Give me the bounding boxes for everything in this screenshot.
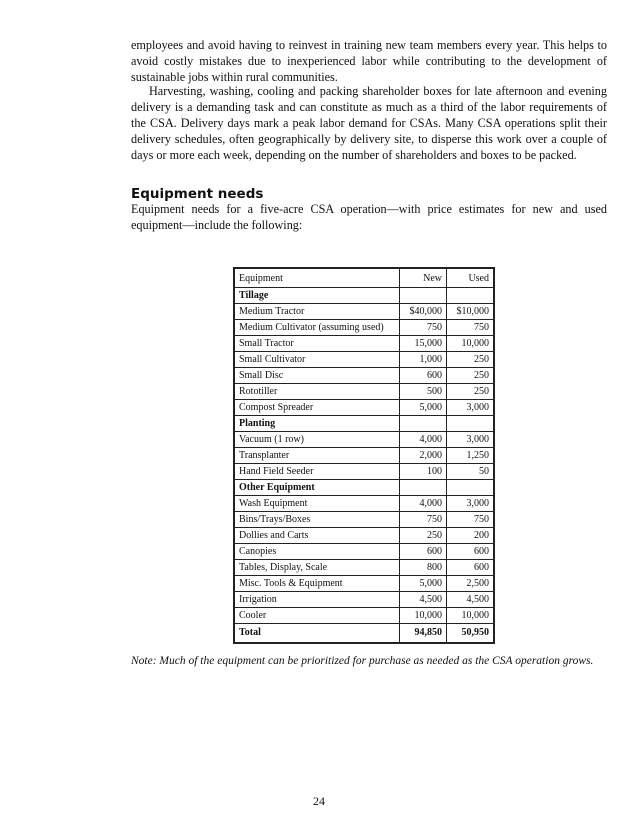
table-row: [234, 448, 494, 464]
cell-used: 750: [447, 320, 495, 336]
cell-equipment: Other Equipment: [234, 480, 400, 496]
header-equipment: Equipment: [234, 268, 400, 288]
table-row: [234, 592, 494, 608]
cell-new: [400, 416, 447, 432]
cell-equipment: Tables, Display, Scale: [234, 560, 400, 576]
paragraph-harvest-delivery: Harvesting, washing, cooling and packing shareholder boxes for late afternoon and evening delivery is a demanding task and can constitute as much as a third of the labor requirements of the CSA. Delivery days mark a peak labor demand for CSAs. Many CSA operations split their delivery schedules, often geographically by delivery site, to disperse this work over a couple of days or more each week, depending on the number of shareholders and boxes to be packed.: [131, 84, 607, 162]
cell-equipment: Medium Tractor: [234, 304, 400, 320]
cell-new: 800: [400, 560, 447, 576]
cell-used: 2,500: [447, 576, 495, 592]
cell-used: 1,250: [447, 448, 495, 464]
cell-equipment: Planting: [234, 416, 400, 432]
cell-used: 600: [447, 560, 495, 576]
cell-used: 600: [447, 544, 495, 560]
cell-equipment: Bins/Trays/Boxes: [234, 512, 400, 528]
cell-new: 4,000: [400, 432, 447, 448]
cell-new: 600: [400, 368, 447, 384]
cell-new: 500: [400, 384, 447, 400]
cell-used: 200: [447, 528, 495, 544]
table-row: [234, 512, 494, 528]
cell-new: $40,000: [400, 304, 447, 320]
table-header-row: [234, 268, 494, 288]
cell-new: 600: [400, 544, 447, 560]
cell-used: 10,000: [447, 608, 495, 624]
cell-equipment: Cooler: [234, 608, 400, 624]
cell-equipment: Vacuum (1 row): [234, 432, 400, 448]
cell-new: [400, 288, 447, 304]
cell-used: 50,950: [447, 624, 495, 644]
cell-new: 5,000: [400, 400, 447, 416]
table-row: [234, 384, 494, 400]
cell-used: 250: [447, 352, 495, 368]
cell-new: 4,500: [400, 592, 447, 608]
equipment-table: [233, 267, 495, 644]
table-row: [234, 352, 494, 368]
table-row: [234, 576, 494, 592]
table-category-row: [234, 480, 494, 496]
table-row: [234, 400, 494, 416]
cell-used: 250: [447, 384, 495, 400]
table-row: [234, 544, 494, 560]
table-row: [234, 496, 494, 512]
cell-used: 3,000: [447, 432, 495, 448]
table-row: [234, 560, 494, 576]
cell-equipment: Total: [234, 624, 400, 644]
section-intro: Equipment needs for a five-acre CSA operation—with price estimates for new and used equipment—include the following:: [131, 202, 607, 232]
cell-new: 250: [400, 528, 447, 544]
header-new: New: [400, 268, 447, 288]
cell-new: 10,000: [400, 608, 447, 624]
cell-new: 2,000: [400, 448, 447, 464]
table-total-row: [234, 624, 494, 644]
cell-equipment: Canopies: [234, 544, 400, 560]
cell-used: 250: [447, 368, 495, 384]
cell-new: 5,000: [400, 576, 447, 592]
cell-used: $10,000: [447, 304, 495, 320]
cell-used: 3,000: [447, 400, 495, 416]
cell-new: 1,000: [400, 352, 447, 368]
paragraph-labor-retention: employees and avoid having to reinvest in training new team members every year. This helps to avoid costly mistakes due to inexperienced labor while contributing to the development of sustainable jobs within rural communities.: [131, 38, 607, 84]
cell-equipment: Hand Field Seeder: [234, 464, 400, 480]
cell-used: 4,500: [447, 592, 495, 608]
cell-equipment: Medium Cultivator (assuming used): [234, 320, 400, 336]
cell-new: [400, 480, 447, 496]
cell-used: 50: [447, 464, 495, 480]
table-category-row: [234, 288, 494, 304]
cell-equipment: Dollies and Carts: [234, 528, 400, 544]
table-row: [234, 432, 494, 448]
section-heading: Equipment needs: [131, 186, 264, 202]
cell-used: [447, 416, 495, 432]
cell-new: 750: [400, 320, 447, 336]
table-row: [234, 304, 494, 320]
table-row: [234, 464, 494, 480]
table-row: [234, 368, 494, 384]
table-row: [234, 528, 494, 544]
cell-new: 100: [400, 464, 447, 480]
page-number: 24: [313, 794, 325, 808]
cell-used: 750: [447, 512, 495, 528]
cell-equipment: Transplanter: [234, 448, 400, 464]
cell-equipment: Rototiller: [234, 384, 400, 400]
cell-new: 94,850: [400, 624, 447, 644]
table-row: [234, 320, 494, 336]
cell-used: [447, 480, 495, 496]
cell-new: 15,000: [400, 336, 447, 352]
cell-used: 3,000: [447, 496, 495, 512]
cell-equipment: Compost Spreader: [234, 400, 400, 416]
table-category-row: [234, 416, 494, 432]
cell-new: 4,000: [400, 496, 447, 512]
header-used: Used: [447, 268, 495, 288]
cell-used: [447, 288, 495, 304]
cell-equipment: Irrigation: [234, 592, 400, 608]
cell-equipment: Misc. Tools & Equipment: [234, 576, 400, 592]
cell-equipment: Small Tractor: [234, 336, 400, 352]
cell-new: 750: [400, 512, 447, 528]
equipment-table-body: [234, 268, 494, 643]
cell-used: 10,000: [447, 336, 495, 352]
cell-equipment: Wash Equipment: [234, 496, 400, 512]
cell-equipment: Small Disc: [234, 368, 400, 384]
table-row: [234, 608, 494, 624]
table-row: [234, 336, 494, 352]
cell-equipment: Small Cultivator: [234, 352, 400, 368]
cell-equipment: Tillage: [234, 288, 400, 304]
footnote: Note: Much of the equipment can be prioritized for purchase as needed as the CSA operation grows.: [131, 655, 594, 667]
